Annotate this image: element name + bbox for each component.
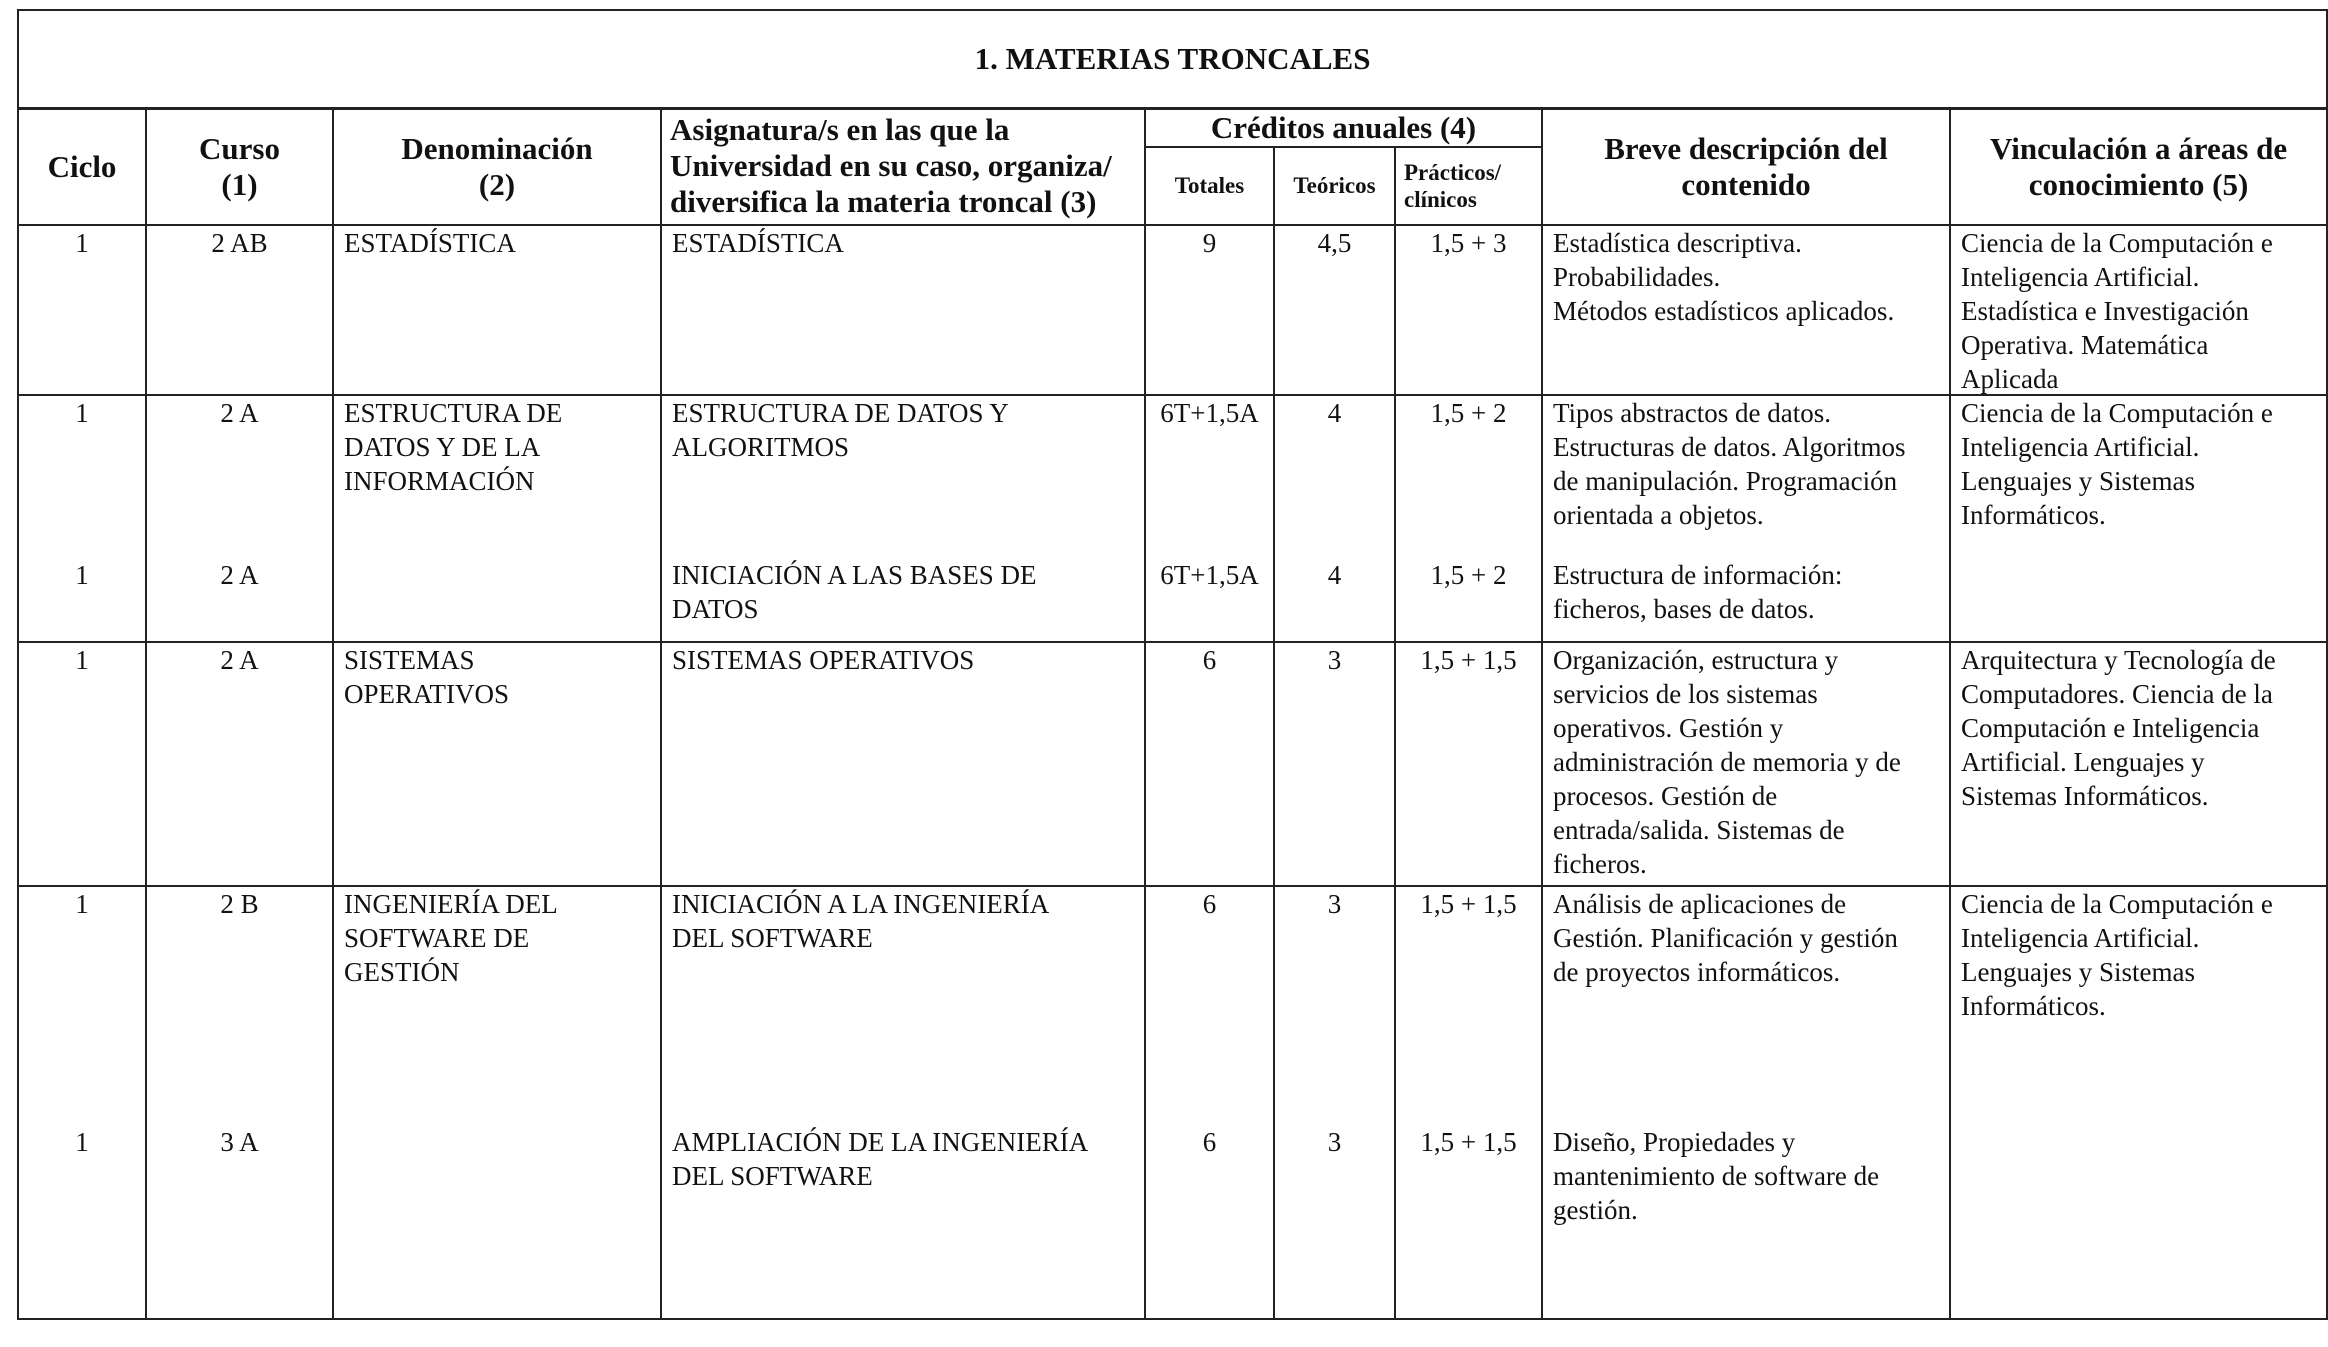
vinculacion-line: Estadística e Investigación [1961,296,2249,326]
entry-teoricos [1275,226,1394,260]
vinculacion-line: Ciencia de la Computación e [1961,228,2273,258]
ciclo-value: 1 [75,1127,89,1157]
asignatura-line: DEL SOFTWARE [672,1161,873,1191]
descripcion-line: de manipulación. Programación [1553,466,1898,496]
header-practicos [1395,147,1542,225]
descripcion-line: de proyectos informáticos. [1553,957,1841,987]
curso-value: 2 A [220,560,259,590]
header-curso [146,109,333,226]
header-asignatura-line: diversifica la materia troncal (3) [670,184,1097,219]
cell-asignatura [661,225,1145,395]
cell-vinculacion [1950,225,2327,395]
teoricos-value: 4 [1327,398,1342,428]
asignatura-line: DATOS [672,594,759,624]
vinculacion-line: Lenguajes y Sistemas [1961,957,2195,987]
entry-practicos [1396,558,1541,592]
cell-descripcion [1542,395,1950,642]
entry-curso [147,558,332,592]
descripcion-line: mantenimiento de software de [1553,1161,1880,1191]
entry-totales [1146,1125,1273,1159]
table-title: 1. MATERIAS TRONCALES [18,10,2327,109]
table-row [18,886,2327,1319]
asignatura-line: ALGORITMOS [672,432,850,462]
vinculacion-line: Aplicada [1961,364,2059,394]
header-vinculacion-line: conocimiento (5) [2028,167,2249,202]
cell-teoricos [1274,395,1395,642]
header-practicos-line: Prácticos/ [1404,160,1502,185]
curso-value: 3 A [220,1127,259,1157]
ciclo-value: 1 [75,645,89,675]
vinculacion-line: Ciencia de la Computación e [1961,398,2273,428]
practicos-value: 1,5 + 3 [1430,228,1507,258]
practicos-value: 1,5 + 1,5 [1420,889,1517,919]
vinculacion-line: Ciencia de la Computación e [1961,889,2273,919]
vinculacion-line: Computadores. Ciencia de la [1961,679,2273,709]
vinculacion-line: Informáticos. [1961,500,2106,530]
cell-ciclo [18,886,146,1319]
header-denominacion [333,109,661,226]
ciclo-value: 1 [75,560,89,590]
entry-curso [147,396,332,430]
vinculacion-line: Inteligencia Artificial. [1961,923,2200,953]
totales-value: 6T+1,5A [1160,398,1259,428]
descripcion-line: Diseño, Propiedades y [1553,1127,1796,1157]
cell-teoricos [1274,225,1395,395]
practicos-value: 1,5 + 2 [1430,398,1507,428]
entry-asignatura [672,558,1140,626]
header-asignatura [661,109,1145,226]
entry-asignatura [672,643,1140,677]
header-denominacion-label: Denominación [401,131,593,166]
materias-table [17,9,2328,1320]
header-creditos: Créditos anuales (4) [1145,109,1542,148]
header-denominacion-note: (2) [478,167,516,202]
cell-practicos [1395,225,1542,395]
header-ciclo: Ciclo [18,109,146,226]
descripcion-line: Tipos abstractos de datos. [1553,398,1831,428]
denominacion-line: GESTIÓN [344,957,460,987]
curso-value: 2 AB [211,228,268,258]
asignatura-line: INICIACIÓN A LA INGENIERÍA [672,889,1050,919]
cell-ciclo [18,395,146,642]
vinculacion-line: Arquitectura y Tecnología de [1961,645,2276,675]
cell-ciclo [18,225,146,395]
ciclo-value: 1 [75,398,89,428]
totales-value: 9 [1202,228,1217,258]
cell-denominacion [333,886,661,1319]
vinculacion-line: Inteligencia Artificial. [1961,262,2200,292]
cell-practicos [1395,886,1542,1319]
cell-asignatura [661,395,1145,642]
entry-descripcion [1553,396,1945,532]
header-descripcion-line: Breve descripción del [1604,131,1888,166]
entry-practicos [1396,1125,1541,1159]
teoricos-value: 3 [1327,1127,1342,1157]
entry-practicos [1396,887,1541,921]
entry-teoricos [1275,1125,1394,1159]
materias-troncales-sheet [17,9,2326,1322]
entry-descripcion [1553,887,1945,989]
entry-curso [147,887,332,921]
header-row-1 [18,109,2327,148]
entry-practicos [1396,643,1541,677]
cell-curso [146,225,333,395]
teoricos-value: 4,5 [1317,228,1352,258]
practicos-value: 1,5 + 1,5 [1420,645,1517,675]
cell-asignatura [661,886,1145,1319]
header-totales: Totales [1145,147,1274,225]
denominacion-line: SOFTWARE DE [344,923,530,953]
header-descripcion-line: contenido [1681,167,1811,202]
entry-descripcion [1553,1125,1945,1227]
cell-practicos [1395,395,1542,642]
entry-asignatura [672,226,1140,260]
teoricos-value: 4 [1327,560,1342,590]
cell-totales [1145,225,1274,395]
entry-practicos [1396,226,1541,260]
descripcion-line: ficheros. [1553,849,1647,879]
totales-value: 6 [1202,889,1217,919]
entry-teoricos [1275,643,1394,677]
cell-vinculacion [1950,642,2327,886]
cell-ciclo [18,642,146,886]
descripcion-line: Probabilidades. [1553,262,1721,292]
cell-vinculacion [1950,886,2327,1319]
descripcion-line: Estructuras de datos. Algoritmos [1553,432,1906,462]
practicos-value: 1,5 + 1,5 [1420,1127,1517,1157]
entry-teoricos [1275,887,1394,921]
teoricos-value: 3 [1327,889,1342,919]
descripcion-line: Organización, estructura y [1553,645,1839,675]
descripcion-line: Métodos estadísticos aplicados. [1553,296,1895,326]
cell-asignatura [661,642,1145,886]
asignatura-line: ESTADÍSTICA [672,228,844,258]
entry-totales [1146,643,1273,677]
descripcion-line: operativos. Gestión y [1553,713,1784,743]
cell-curso [146,395,333,642]
table-row [18,642,2327,886]
denominacion-line: INGENIERÍA DEL [344,889,558,919]
entry-teoricos [1275,558,1394,592]
denominacion-line: OPERATIVOS [344,679,510,709]
denominacion-line: INFORMACIÓN [344,466,535,496]
header-curso-note: (1) [221,167,258,202]
totales-value: 6 [1202,1127,1217,1157]
descripcion-line: ficheros, bases de datos. [1553,594,1815,624]
descripcion-line: Análisis de aplicaciones de [1553,889,1847,919]
entry-asignatura [672,887,1140,955]
entry-totales [1146,226,1273,260]
denominacion-line: ESTADÍSTICA [344,228,516,258]
entry-ciclo [19,643,145,677]
header-asignatura-line: Asignatura/s en las que la [670,112,1010,147]
entry-ciclo [19,226,145,260]
asignatura-line: SISTEMAS OPERATIVOS [672,645,975,675]
entry-ciclo [19,887,145,921]
cell-totales [1145,886,1274,1319]
vinculacion-line: Inteligencia Artificial. [1961,432,2200,462]
cell-denominacion [333,225,661,395]
asignatura-line: ESTRUCTURA DE DATOS Y [672,398,1009,428]
entry-totales [1146,396,1273,430]
curso-value: 2 B [220,889,259,919]
cell-denominacion [333,395,661,642]
descripcion-line: administración de memoria y de [1553,747,1901,777]
totales-value: 6 [1202,645,1217,675]
vinculacion-line: Operativa. Matemática [1961,330,2209,360]
vinculacion-line: Computación e Inteligencia [1961,713,2260,743]
vinculacion-line: Artificial. Lenguajes y [1961,747,2205,777]
vinculacion-line: Informáticos. [1961,991,2106,1021]
curso-value: 2 A [220,398,259,428]
vinculacion-line: Lenguajes y Sistemas [1961,466,2195,496]
cell-curso [146,642,333,886]
cell-vinculacion [1950,395,2327,642]
entry-ciclo [19,558,145,592]
descripcion-line: Estadística descriptiva. [1553,228,1802,258]
descripcion-line: Gestión. Planificación y gestión [1553,923,1898,953]
cell-totales [1145,642,1274,886]
cell-curso [146,886,333,1319]
ciclo-value: 1 [75,889,89,919]
cell-teoricos [1274,642,1395,886]
asignatura-line: INICIACIÓN A LAS BASES DE [672,560,1037,590]
cell-descripcion [1542,642,1950,886]
cell-teoricos [1274,886,1395,1319]
practicos-value: 1,5 + 2 [1430,560,1507,590]
curso-value: 2 A [220,645,259,675]
entry-totales [1146,558,1273,592]
entry-practicos [1396,396,1541,430]
descripcion-line: Estructura de información: [1553,560,1843,590]
cell-totales [1145,395,1274,642]
entry-curso [147,643,332,677]
entry-ciclo [19,1125,145,1159]
cell-descripcion [1542,225,1950,395]
entry-curso [147,226,332,260]
entry-curso [147,1125,332,1159]
descripcion-line: procesos. Gestión de [1553,781,1778,811]
header-practicos-line: clínicos [1404,187,1477,212]
header-teoricos: Teóricos [1274,147,1395,225]
entry-descripcion [1553,226,1945,328]
cell-practicos [1395,642,1542,886]
header-vinculacion-line: Vinculación a áreas de [1989,131,2288,166]
header-descripcion [1542,109,1950,226]
asignatura-line: AMPLIACIÓN DE LA INGENIERÍA [672,1127,1089,1157]
header-asignatura-line: Universidad en su caso, organiza/ [670,148,1112,183]
title-row [18,10,2327,109]
asignatura-line: DEL SOFTWARE [672,923,873,953]
entry-descripcion [1553,558,1945,626]
entry-asignatura [672,396,1140,464]
entry-totales [1146,887,1273,921]
descripcion-line: servicios de los sistemas [1553,679,1818,709]
denominacion-line: ESTRUCTURA DE [344,398,563,428]
entry-descripcion [1553,643,1945,881]
header-curso-label: Curso [199,131,280,166]
ciclo-value: 1 [75,228,89,258]
header-vinculacion [1950,109,2327,226]
table-row [18,225,2327,395]
entry-ciclo [19,396,145,430]
denominacion-line: SISTEMAS [344,645,475,675]
cell-denominacion [333,642,661,886]
entry-teoricos [1275,396,1394,430]
denominacion-line: DATOS Y DE LA [344,432,541,462]
descripcion-line: orientada a objetos. [1553,500,1764,530]
table-row [18,395,2327,642]
vinculacion-line: Sistemas Informáticos. [1961,781,2209,811]
cell-descripcion [1542,886,1950,1319]
totales-value: 6T+1,5A [1160,560,1259,590]
descripcion-line: entrada/salida. Sistemas de [1553,815,1845,845]
descripcion-line: gestión. [1553,1195,1638,1225]
entry-asignatura [672,1125,1140,1193]
teoricos-value: 3 [1327,645,1342,675]
